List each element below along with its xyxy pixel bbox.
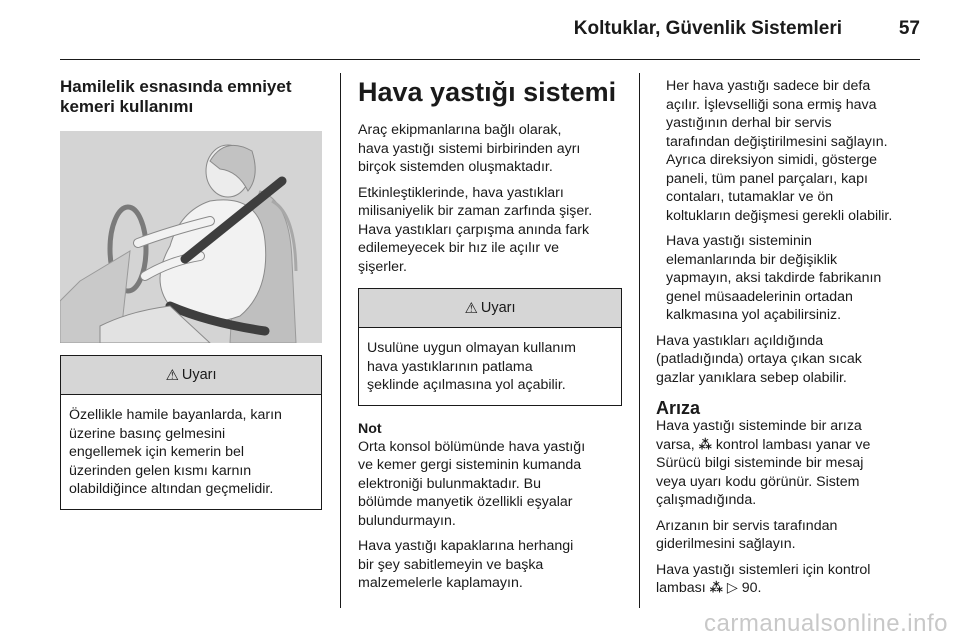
- header-rule: [60, 59, 920, 60]
- warning-triangle-icon: ⚠: [464, 300, 478, 317]
- note-text: Orta konsol bölümünde hava yastığı ve kemer gergi sisteminin kumanda elektroniği bulunmaktadır. Bu bölümde manyetik özellikli eşyalar bulundurmayın.: [358, 438, 586, 529]
- paragraph: Hava yastığı sisteminin elemanlarında bir değişiklik yapmayın, aksi takdirde fabrikanın genel müsaadelerinin ortadan kalkmasına yol açabilirsiniz.: [666, 233, 882, 323]
- paragraph: Araç ekipmanlarına bağlı olarak, hava yastığı sistemi birbirinden ayrı birçok sistemden oluşmaktadır.: [358, 122, 581, 175]
- warning-label: Uyarı: [181, 367, 217, 383]
- section-heading-airbag: Hava yastığı sistemi: [358, 77, 617, 107]
- column-2: [358, 73, 622, 600]
- column-divider-1: [340, 73, 341, 608]
- airbag-lamp-icon: ⁂: [709, 580, 723, 595]
- section-heading-fault: Arıza: [656, 398, 701, 418]
- warning-text: Usulüne uygun olmayan kullanım hava yastıklarının patlama şeklinde açılmasına yol açabilir.: [367, 340, 576, 393]
- warning-box-body: [359, 328, 621, 405]
- warning-triangle-icon: ⚠: [165, 367, 179, 384]
- column-divider-2: [639, 73, 640, 608]
- warning-label: Uyarı: [480, 300, 516, 316]
- paragraph: Arızanın bir servis tarafından giderilmesini sağlayın.: [656, 517, 838, 552]
- paragraph: Etkinleştiklerinde, hava yastıkları milisaniyelik bir zaman zarfında şişer. Hava yastıkları çarpışma anında fark edilemeyecek bir hız ile açılır ve şişerler.: [358, 184, 593, 275]
- fault-paragraph: Hava yastığı sistemleri için kontrol lambası ⁂ ▷ 90.: [656, 561, 871, 596]
- page-reference-icon[interactable]: ▷: [726, 580, 738, 596]
- note-label: Not: [358, 420, 382, 437]
- paragraph: Her hava yastığı sadece bir defa açılır. İşlevselliği sona ermiş hava yastığının derhal bir servis tarafından değiştirilmesini sağlayın. Ayrıca direksiyon simidi, gösterge paneli, tüm panel parçaları, kapı contaları, tutamaklar ve ön koltukların değişmesi gerekli olabilir.: [666, 78, 893, 224]
- airbag-lamp-icon: ⁂: [698, 436, 712, 452]
- warning-box-header: [61, 356, 321, 395]
- fault-paragraph: Hava yastığı sisteminde bir arıza varsa, ⁂ kontrol lambası yanar ve Sürücü bilgi sisteminde bir mesaj veya uyarı kodu görünür. Sistem çalışmadığında.: [656, 418, 871, 508]
- watermark: carmanualsonline.info: [704, 610, 948, 637]
- warning-box-body: [61, 395, 321, 509]
- warning-box-airbag: [358, 288, 622, 406]
- page-number: 57: [898, 18, 920, 39]
- section-heading-pregnancy: Hamilelik esnasında emniyet kemeri kullanımı: [60, 77, 292, 116]
- paragraph: Hava yastıkları açıldığında (patladığında) ortaya çıkan sıcak gazlar yanıklara sebep olabilir.: [656, 332, 862, 386]
- warning-box-header: [359, 289, 621, 328]
- header-title: Koltuklar, Güvenlik Sistemleri: [573, 18, 842, 39]
- column-3: [656, 77, 922, 605]
- paragraph: Hava yastığı kapaklarına herhangi bir şey sabitlemeyin ve başka malzemelerle kaplamayın.: [358, 538, 574, 591]
- pregnant-seatbelt-illustration: [60, 131, 322, 343]
- warning-box-pregnancy: [60, 355, 322, 510]
- warning-text: Özellikle hamile bayanlarda, karın üzerine basınç gelmesini engellemek için kemerin bel üzerinden gelen kısmı karnın olabildiğince altından geçmelidir.: [69, 407, 282, 497]
- column-1: [60, 73, 322, 510]
